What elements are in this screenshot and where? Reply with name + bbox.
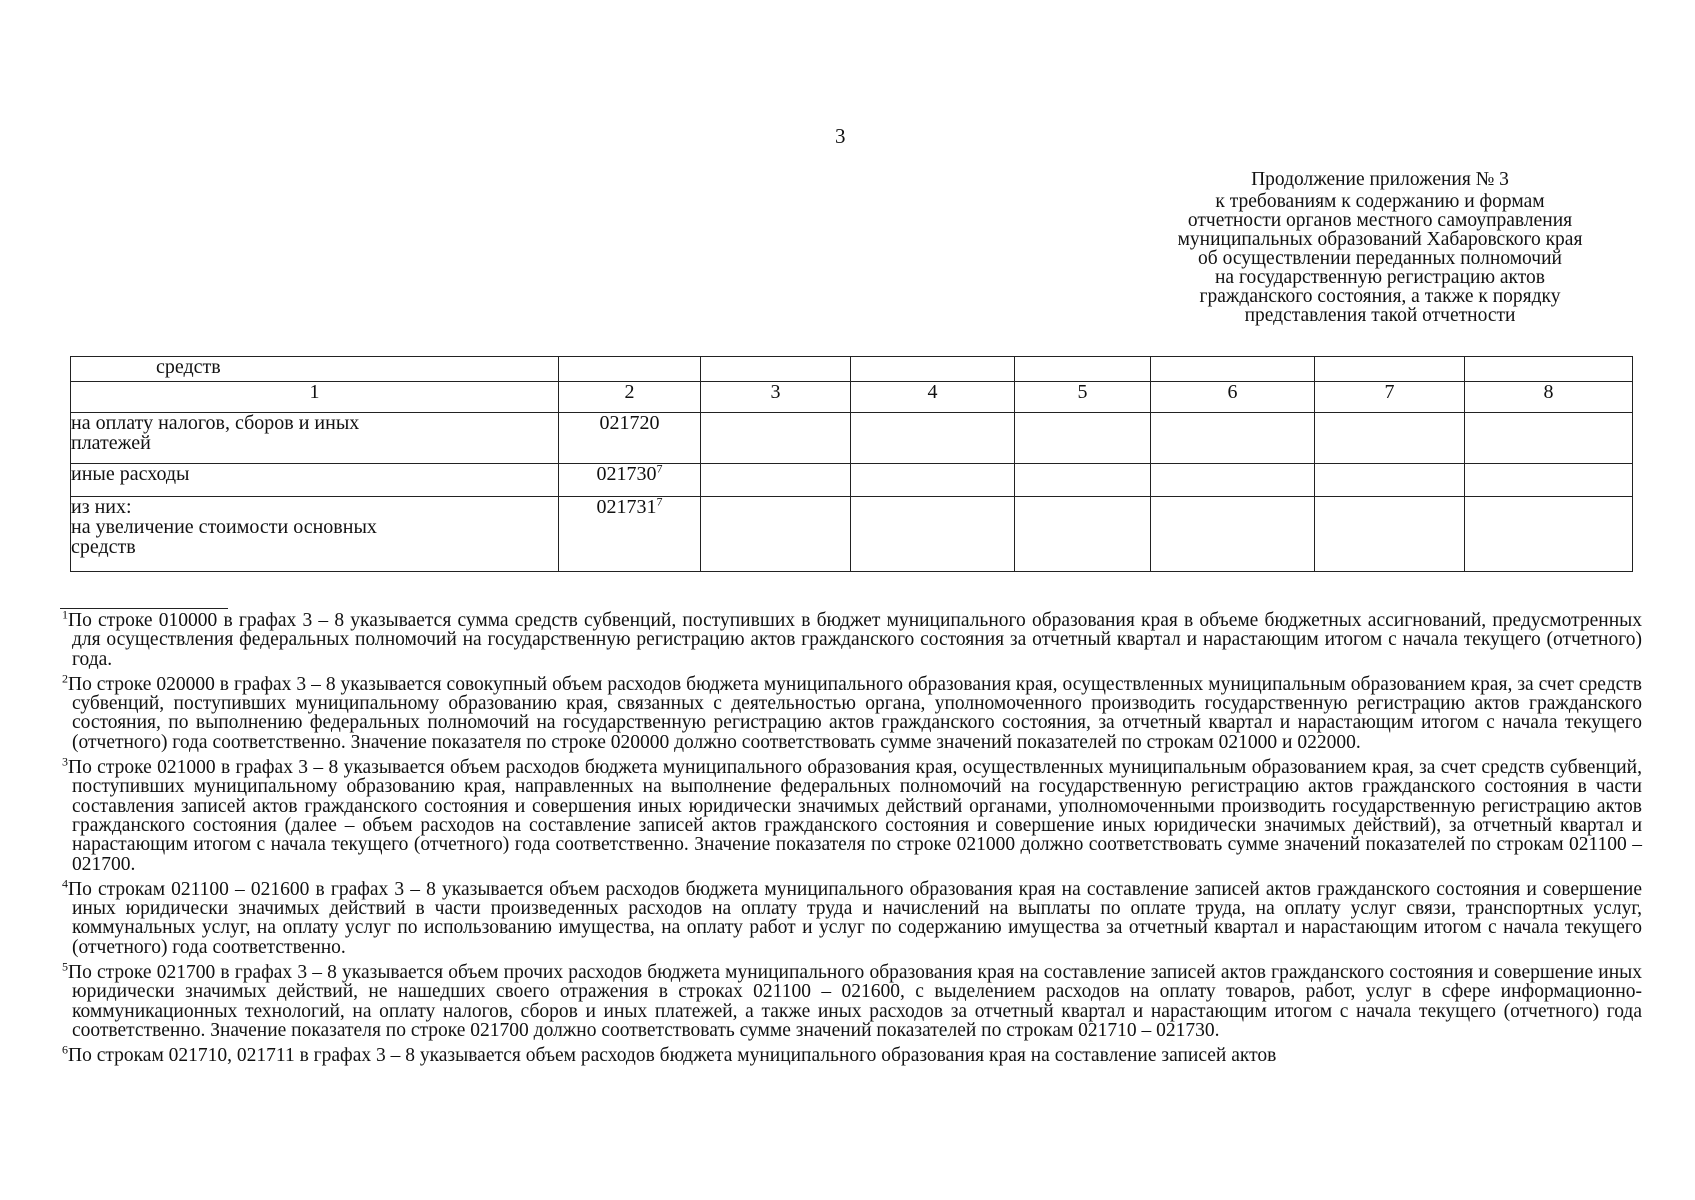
footnote-mark: 5 [62, 959, 68, 974]
table-cell [1015, 413, 1151, 464]
footnote-text: По строке 020000 в графах 3 – 8 указывается совокупный объем расходов бюджета муниципального образования края, осуществленных муниципальным образованием края, за счет средств субвенций, поступивших муниципальному образованию края, связанных с деятельностью органа, уполномоченного производить государственную регистрацию актов гражданского состояния, по выполнению федеральных полномочий на государственную регистрацию актов гражданского состояния, за отчетный квартал и нарастающим итогом с начала текущего (отчетного) года соответственно. Значение показателя по строке 020000 должно соответствовать сумме значений показателей по строкам 021000 и 022000. [68, 673, 1642, 753]
table-cell-code [559, 461, 701, 497]
table-cell [701, 464, 851, 497]
row-code: 021720 [599, 412, 660, 434]
footnote-mark: 1 [62, 607, 68, 622]
table-cell-label [71, 413, 559, 464]
footnote [62, 754, 1642, 875]
table-cell [1151, 464, 1315, 497]
table-cell-label: средств [71, 357, 559, 382]
table-cell [1151, 497, 1315, 572]
label-line: платежей [71, 432, 151, 454]
appendix-header [1110, 170, 1650, 325]
column-number: 8 [1465, 382, 1633, 413]
table-cell [1151, 357, 1315, 382]
table-cell [1015, 357, 1151, 382]
table-row [71, 497, 1633, 572]
table-row [71, 464, 1633, 497]
table-cell [1465, 413, 1633, 464]
appendix-line: муниципальных образований Хабаровского края [1177, 229, 1583, 250]
table-cell [1465, 497, 1633, 572]
table-column-numbers [71, 382, 1633, 413]
column-number: 6 [1151, 382, 1315, 413]
footnote-text: По строке 021000 в графах 3 – 8 указывается объем расходов бюджета муниципального образования края, осуществленных муниципальным образованием края, за счет средств субвенций, поступивших муниципальному образованию края, направленных на выполнение федеральных полномочий на государственную регистрацию актов гражданского состояния в части составления записей актов гражданского состояния и совершения иных юридически значимых действий органами, уполномоченными производить государственную регистрацию актов гражданского состояния (далее – объем расходов на составление записей актов гражданского состояния и совершение иных юридически значимых действий), за отчетный квартал и нарастающим итогом с начала текущего (отчетного) года соответственно. Значение показателя по строке 021000 должно соответствовать сумме значений показателей по строкам 021100 – 021700. [68, 757, 1642, 875]
footnote-text: По строке 021700 в графах 3 – 8 указывается объем прочих расходов бюджета муниципального образования края на составление записей актов гражданского состояния и совершение иных юридически значимых действий, не нашедших своего отражения в строках 021100 – 021600, с выделением расходов на оплату товаров, работ, услуг в сфере информационно-коммуникационных технологий, на оплату налогов, сборов и иных платежей, а также иных расходов за отчетный квартал и нарастающим итогом с начала текущего (отчетного) года соответственно. Значение показателя по строке 021700 должно соответствовать сумме значений показателей по строкам 021710 – 021730. [68, 962, 1642, 1041]
appendix-title: Продолжение приложения № 3 [1251, 169, 1509, 190]
label-line: из них: [71, 496, 132, 518]
table-cell [1465, 464, 1633, 497]
appendix-line: отчетности органов местного самоуправления [1187, 210, 1573, 231]
label-line: средств [71, 536, 136, 558]
table-cell-code [559, 494, 701, 572]
column-number: 1 [71, 382, 559, 413]
label-line: иные расходы [71, 463, 190, 485]
footnote-text: По строкам 021710, 021711 в графах 3 – 8 указывается объем расходов бюджета муниципального образования края на составление записей актов [68, 1045, 1277, 1067]
footnote-text: По строке 010000 в графах 3 – 8 указывается сумма средств субвенций, поступивших в бюджет муниципального образования края в объеме бюджетных ассигнований, предусмотренных для осуществления федеральных полномочий на государственную регистрацию актов гражданского состояния за отчетный квартал и нарастающим итогом с начала текущего (отчетного) года. [68, 610, 1642, 670]
table-cell-code [559, 413, 701, 464]
table-cell [851, 464, 1015, 497]
footnote [62, 607, 1642, 670]
column-number: 2 [559, 382, 701, 413]
appendix-line: представления такой отчетности [1244, 305, 1516, 326]
table-cell [1315, 413, 1465, 464]
table-cell [701, 413, 851, 464]
table-cell [1015, 464, 1151, 497]
table-cell [1015, 497, 1151, 572]
footnote-mark: 3 [62, 754, 68, 769]
appendix-line: на государственную регистрацию актов [1214, 267, 1545, 288]
code-footnote-ref: 7 [656, 461, 663, 476]
table-cell [1151, 413, 1315, 464]
table-cell [851, 413, 1015, 464]
table-cell [1465, 357, 1633, 382]
row-code: 021731 [596, 496, 657, 518]
footnote [62, 671, 1642, 753]
table-cell [851, 357, 1015, 382]
table-cell [701, 357, 851, 382]
footnote-mark: 4 [62, 876, 68, 891]
appendix-line: к требованиям к содержанию и формам [1215, 191, 1545, 212]
table-cell-label [71, 497, 559, 572]
footnote-mark: 6 [62, 1042, 68, 1057]
appendix-line: гражданского состояния, а также к порядку [1199, 286, 1561, 307]
row-code: 021730 [596, 463, 657, 485]
footnote-mark: 2 [62, 671, 68, 686]
column-number: 5 [1015, 382, 1151, 413]
table-cell [1315, 357, 1465, 382]
column-number: 3 [701, 382, 851, 413]
table-cell-label [71, 464, 559, 497]
footnote [62, 959, 1642, 1041]
footnote-text: По строкам 021100 – 021600 в графах 3 – 8 указывается объем расходов бюджета муниципального образования края на составление записей актов гражданского состояния и совершение иных юридически значимых действий в части произведенных расходов на оплату труда и начислений на выплаты по оплате труда, на оплату услуг связи, транспортных услуг, коммунальных услуг, на оплату услуг по использованию имущества, на оплату работ и услуг по содержанию имущества за отчетный квартал и нарастающим итогом с начала текущего (отчетного) года соответственно. [68, 878, 1642, 958]
footnote [62, 876, 1642, 958]
table-row [71, 413, 1633, 464]
column-number: 4 [851, 382, 1015, 413]
footnote [62, 1042, 1642, 1067]
label-line: на увеличение стоимости основных [71, 516, 377, 538]
table-cell [851, 497, 1015, 572]
label-line: на оплату налогов, сборов и иных [71, 412, 360, 434]
table-cell [1315, 497, 1465, 572]
code-footnote-ref: 7 [656, 494, 663, 509]
table-cell [559, 357, 701, 382]
footnote-separator [60, 608, 228, 609]
table-cell [701, 497, 851, 572]
footnotes [62, 607, 1642, 1072]
table-cell [1315, 464, 1465, 497]
table-row-continuation [71, 357, 1633, 382]
appendix-line: об осуществлении переданных полномочий [1198, 248, 1562, 269]
page-number: 3 [835, 124, 846, 148]
column-number: 7 [1315, 382, 1465, 413]
report-table [70, 356, 1633, 572]
